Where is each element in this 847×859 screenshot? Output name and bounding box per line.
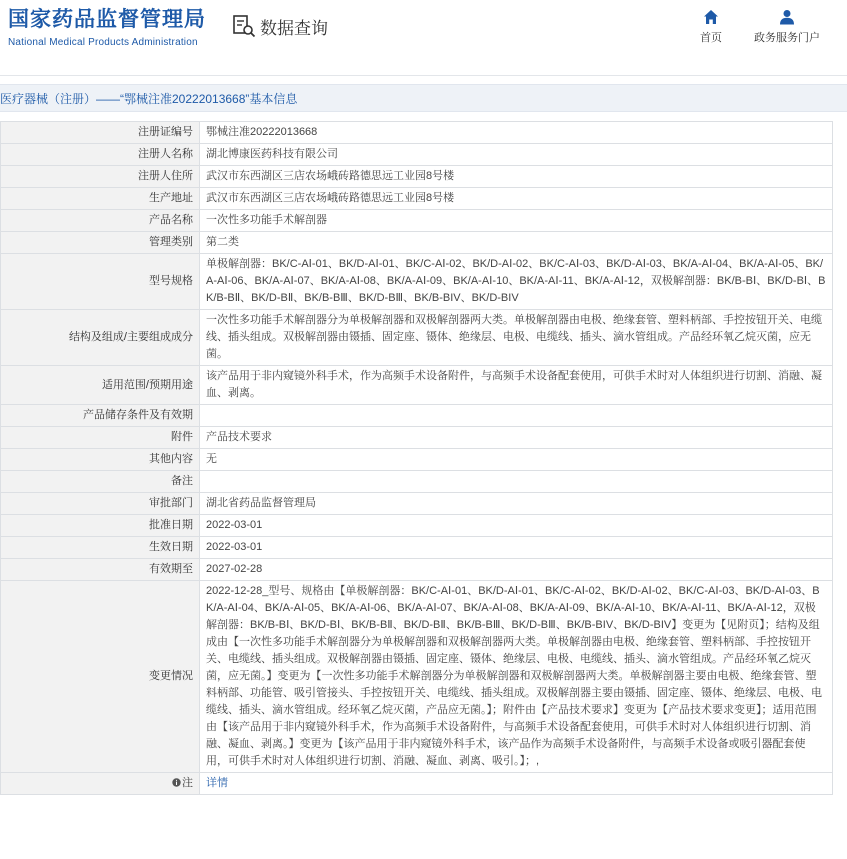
row-label: 批准日期	[1, 515, 200, 537]
row-label: 有效期至	[1, 559, 200, 581]
row-value: 2022-12-28_型号、规格由【单极解剖器：BK/C-AⅠ-01、BK/D-AⅠ-01、BK/C-AⅠ-02、BK/D-AⅠ-02、BK/C-AⅠ-03、BK/D-AⅠ-03、BK/A-AⅠ-04、BK/A-AⅠ-05、BK/A-AⅠ-06、BK/A-AⅠ-07、BK/A-AⅠ-08、BK/A-AⅠ-09、BK/A-AⅠ-10、BK/A-AⅠ-11、BK/A-AⅠ-12，双极解剖器：BK/B-BⅠ、BK/D-BⅠ、BK/B-BⅡ、BK/D-BⅡ、BK/B-BⅢ、BK/D-BⅢ、BK/B-BIV、BK/D-BIV】变更为【见附页】；结构及组成由【一次性多功能手术解剖器分为单极解剖器和双极解剖器两大类。单极解剖器由电极、绝缘套管、塑料柄部、手控按钮开关、电缆线、插头组成。双极解剖器由镊插、固定座、镊体、绝缘层、电极、电缆线、插头、滴水管组成。产品经环氧乙烷灭菌，应无菌。】变更为【一次性多功能手术解剖器分为单极解剖器和双极解剖器两大类。单极解剖器主要由电极、绝缘套管、塑料柄部、功能管、吸引管接头、手控按钮开关、电缆线、插头组成。双极解剖器主要由镊插、固定座、镊体、绝缘层、电极、电缆线、插头、滴水管组成。经环氧乙烷灭菌，产品应无菌。】；附件由【产品技术要求】变更为【产品技术要求变更】；适用范围由【该产品用于非内窥镜外科手术，作为高频手术设备附件，与高频手术设备配套使用，可供手术时对人体组织进行切割、消融、凝血、剥离。】变更为【该产品用于非内窥镜外科手术，该产品作为高频手术设备附件，与高频手术设备或吸引器配套使用，可供手术时对人体组织进行切割、消融、凝血、剥离、吸引。】；,	[200, 581, 833, 773]
row-value	[200, 405, 833, 427]
table-row	[1, 515, 833, 537]
info-icon	[172, 777, 182, 789]
user-icon	[779, 8, 795, 26]
row-label: 产品名称	[1, 210, 200, 232]
registration-info-table	[0, 121, 833, 795]
row-label: 注册人住所	[1, 166, 200, 188]
row-value: 该产品用于非内窥镜外科手术，作为高频手术设备附件，与高频手术设备配套使用，可供手术时对人体组织进行切割、消融、凝血、剥离。	[200, 366, 833, 405]
nav-home[interactable]	[692, 8, 730, 45]
note-label: 注	[182, 777, 193, 789]
row-value: 2027-02-28	[200, 559, 833, 581]
row-label: 结构及组成/主要组成成分	[1, 310, 200, 366]
table-row	[1, 427, 833, 449]
row-label: 注册证编号	[1, 122, 200, 144]
breadcrumb: 医疗器械（注册）——“鄂械注准20222013668”基本信息	[0, 92, 298, 106]
table-row	[1, 166, 833, 188]
row-label: 产品储存条件及有效期	[1, 405, 200, 427]
table-row	[1, 310, 833, 366]
row-label: 注册人名称	[1, 144, 200, 166]
row-label: 附件	[1, 427, 200, 449]
logo-chinese: 国家药品监督管理局	[8, 8, 206, 31]
table-row	[1, 188, 833, 210]
data-search-title	[232, 14, 328, 43]
row-value: 2022-03-01	[200, 537, 833, 559]
row-label: 备注	[1, 471, 200, 493]
row-value: 一次性多功能手术解剖器分为单极解剖器和双极解剖器两大类。单极解剖器由电极、绝缘套管、塑料柄部、手控按钮开关、电缆线、插头组成。双极解剖器由镊插、固定座、镊体、绝缘层、电极、电缆线、插头、滴水管组成。产品经环氧乙烷灭菌，应无菌。	[200, 310, 833, 366]
document-search-icon	[232, 14, 256, 43]
row-value: 无	[200, 449, 833, 471]
table-row	[1, 144, 833, 166]
table-row	[1, 493, 833, 515]
row-label: 生效日期	[1, 537, 200, 559]
table-row	[1, 581, 833, 773]
nav-gov-service[interactable]	[752, 8, 822, 45]
row-value: 武汉市东西湖区三店农场峨砖路德思远工业园8号楼	[200, 188, 833, 210]
nav-home-label: 首页	[700, 32, 722, 44]
table-row	[1, 559, 833, 581]
row-value: 湖北省药品监督管理局	[200, 493, 833, 515]
row-value: 鄂械注准20222013668	[200, 122, 833, 144]
row-label: 型号规格	[1, 254, 200, 310]
note-label-cell	[1, 773, 200, 795]
row-value: 2022-03-01	[200, 515, 833, 537]
note-value-cell	[200, 773, 833, 795]
row-value: 单极解剖器：BK/C-AⅠ-01、BK/D-AⅠ-01、BK/C-AⅠ-02、BK/D-AⅠ-02、BK/C-AⅠ-03、BK/D-AⅠ-03、BK/A-AⅠ-04、BK/A-AⅠ-05、BK/A-AⅠ-06、BK/A-AⅠ-07、BK/A-AⅠ-08、BK/A-AⅠ-09、BK/A-AⅠ-10、BK/A-AⅠ-11、BK/A-AⅠ-12，双极解剖器：BK/B-BⅠ、BK/D-BⅠ、BK/B-BⅡ、BK/D-BⅡ、BK/B-BⅢ、BK/D-BⅢ、BK/B-BIV、BK/D-BIV	[200, 254, 833, 310]
table-row	[1, 366, 833, 405]
row-value: 一次性多功能手术解剖器	[200, 210, 833, 232]
row-label: 审批部门	[1, 493, 200, 515]
table-row	[1, 122, 833, 144]
row-value: 武汉市东西湖区三店农场峨砖路德思远工业园8号楼	[200, 166, 833, 188]
row-label: 变更情况	[1, 581, 200, 773]
table-row	[1, 254, 833, 310]
table-row	[1, 449, 833, 471]
table-row	[1, 537, 833, 559]
table-row	[1, 405, 833, 427]
row-label: 其他内容	[1, 449, 200, 471]
logo-english: National Medical Products Administration	[8, 37, 198, 48]
site-logo[interactable]	[8, 8, 206, 49]
row-value: 产品技术要求	[200, 427, 833, 449]
details-link[interactable]: 详情	[206, 777, 228, 789]
breadcrumb-bar	[0, 84, 847, 112]
note-row	[1, 773, 833, 795]
row-value: 湖北博康医药科技有限公司	[200, 144, 833, 166]
row-label: 管理类别	[1, 232, 200, 254]
nav-gov-service-label: 政务服务门户	[754, 32, 820, 44]
data-search-label: 数据查询	[260, 18, 328, 38]
table-row	[1, 232, 833, 254]
table-row	[1, 210, 833, 232]
row-label: 生产地址	[1, 188, 200, 210]
home-icon	[703, 8, 719, 26]
site-header	[0, 0, 847, 76]
row-value	[200, 471, 833, 493]
table-row	[1, 471, 833, 493]
row-value: 第二类	[200, 232, 833, 254]
row-label: 适用范围/预期用途	[1, 366, 200, 405]
